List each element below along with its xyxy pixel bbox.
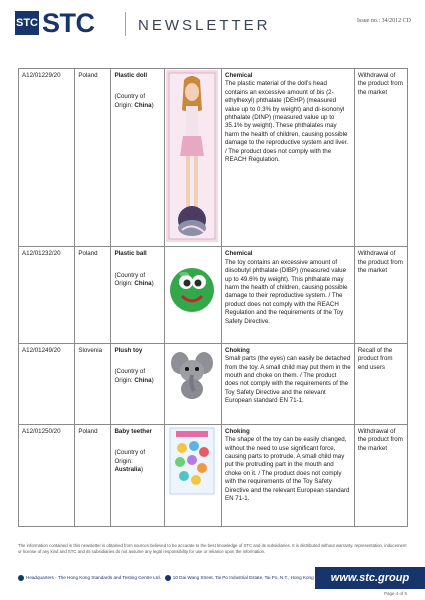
ref-number: A12/01250/20 [19, 424, 75, 526]
product-name: Baby teether [114, 427, 152, 435]
table-row [19, 343, 408, 424]
logo-text: STC [42, 8, 95, 38]
risk-type: Choking [224, 346, 250, 354]
table-row [19, 69, 408, 247]
table-row [19, 247, 408, 343]
stc-logo [15, 10, 95, 36]
measures-taken: Withdrawal of the product from the market [354, 247, 407, 343]
risk-description: The toy contains an excessive amount of diisobutyl phthalate (DIBP) (measured value up to 49.6% by weight). This phthalate may harm the health of children, causing possible damage to their reproductive system. / The product does not comply with the REACH Regulation and the requirements of the Toy Safety Directive. [224, 258, 348, 325]
risk-cell [221, 343, 354, 424]
location-icon [165, 575, 171, 581]
page-header [0, 0, 425, 48]
ball-photo [166, 248, 218, 338]
risk-cell [221, 69, 354, 247]
newsletter-title: NEWSLETTER [138, 17, 271, 34]
measures-taken: Withdrawal of the product from the market [354, 69, 407, 247]
teether-photo [166, 426, 218, 496]
issue-number: Issue no.: 34/2012 CD [357, 18, 411, 24]
contact-info [18, 575, 314, 581]
country-of-origin: (Country of Origin: China) [114, 368, 154, 384]
doll-photo [166, 70, 218, 242]
product-name: Plush toy [114, 346, 143, 354]
measures-taken: Recall of the product from end users [354, 343, 407, 424]
risk-cell [221, 424, 354, 526]
address: 10 Dai Wang Street, Tai Po Industrial Estate, Tai Po, N.T., Hong Kong [172, 575, 314, 581]
ref-number: A12/01232/20 [19, 247, 75, 343]
product-name: Plastic doll [114, 72, 148, 79]
risk-type: Chemical [224, 72, 253, 79]
notifying-country: Poland [75, 69, 111, 247]
notifying-country: Slovenia [75, 343, 111, 424]
product-cell [111, 343, 164, 424]
risk-description: The plastic material of the doll's head contains an excessive amount of bis (2-ethylhexyl) phthalate (DEHP) (measured value up to 0.3% by weight) and di-isononyl phthalate (DINP) (measured value up to 35.1% by weight). These phthalates may harm the health of children, causing possible damage to the reproductive system and liver. / The product does not comply with the REACH Regulation. [224, 80, 349, 164]
measures-taken: Withdrawal of the product from the market [354, 424, 407, 526]
risk-type: Choking [224, 427, 250, 435]
website-link[interactable]: www.stc.group [315, 567, 425, 589]
table-row [19, 424, 408, 526]
notifying-country: Poland [75, 424, 111, 526]
ref-number: A12/01249/20 [19, 343, 75, 424]
product-name: Plastic ball [114, 250, 147, 258]
product-cell [111, 424, 164, 526]
notifying-country: Poland [75, 247, 111, 343]
recall-table [18, 68, 408, 527]
risk-cell [221, 247, 354, 343]
country-of-origin: (Country of Origin: Australia) [114, 449, 146, 474]
risk-description: Small parts (the eyes) can easily be detached from the toy. A small child may put them in the mouth and choke on them. / The product does not comply with the requirements of the Toy Safety Directive and the relevant European standard EN 71-1. [224, 355, 351, 405]
product-photo-cell [164, 69, 221, 247]
product-cell [111, 69, 164, 247]
logo-mark: STC [15, 11, 39, 35]
header-divider [125, 12, 126, 36]
risk-description: The shape of the toy can be easily changed, without the need to use significant force, causing parts to protrude. A small child may put the protruding part in the mouth and choke on it. / The product does not comply with the requirements of the Toy Safety Directive and the relevant European standard EN 71-1. [224, 436, 350, 503]
ref-number: A12/01229/20 [19, 69, 75, 247]
disclaimer: The information contained in this newsletter is obtained from sources believed to be accurate to the best knowledge of STC and its subsidiaries. It is distributed without warranty, representation, inducement or license of any kind and STC and its subsidiaries do not assume any legal responsibility for use or reliance upon the information. [18, 543, 407, 554]
product-photo-cell [164, 343, 221, 424]
plush-toy-photo [166, 345, 218, 405]
risk-type: Chemical [224, 250, 253, 258]
page-number: Page 4 of 5 [383, 591, 407, 596]
product-photo-cell [164, 424, 221, 526]
page-footer [0, 567, 425, 600]
building-icon [18, 575, 24, 581]
country-of-origin: (Country of Origin: China) [114, 93, 154, 109]
headquarters: Headquarters - The Hong Kong Standards and Testing Centre Ltd. [26, 575, 161, 581]
product-photo-cell [164, 247, 221, 343]
product-cell [111, 247, 164, 343]
country-of-origin: (Country of Origin: China) [114, 271, 154, 288]
